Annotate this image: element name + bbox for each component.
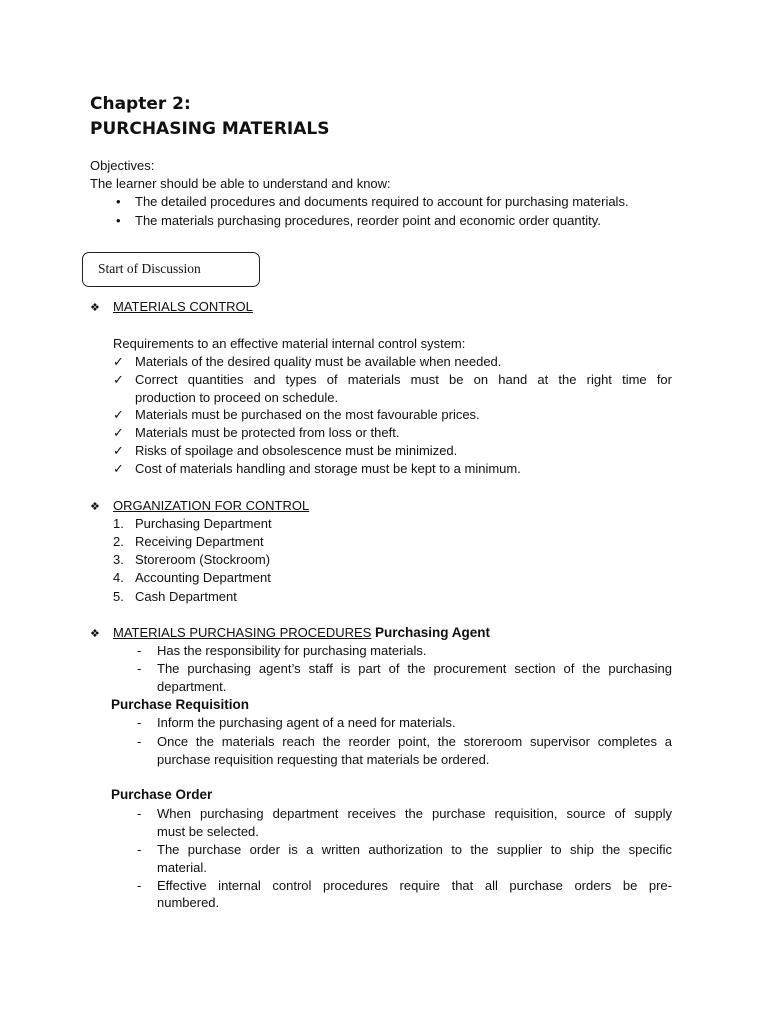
list-number: 1. xyxy=(113,516,124,531)
checkmark-icon: ✓ xyxy=(113,461,124,476)
requisition-item: Once the materials reach the reorder point, the storeroom supervisor completes a xyxy=(157,734,672,749)
order-item-continued: material. xyxy=(157,860,207,875)
objectives-intro: The learner should be able to understand and know: xyxy=(90,176,391,191)
requirement-item: Materials must be protected from loss or theft. xyxy=(135,425,400,440)
start-of-discussion-box xyxy=(82,252,260,287)
requirement-item: Materials must be purchased on the most favourable prices. xyxy=(135,407,480,422)
bullet-icon: • xyxy=(116,213,121,228)
diamond-bullet-icon: ❖ xyxy=(90,628,100,640)
objective-item: The detailed procedures and documents required to account for purchasing materials. xyxy=(135,194,629,209)
department-item: Cash Department xyxy=(135,589,237,604)
dash-icon: - xyxy=(137,643,142,658)
order-item: The purchase order is a written authorization to the supplier to ship the specific xyxy=(157,842,672,857)
order-item-continued: must be selected. xyxy=(157,824,259,839)
organization-heading xyxy=(90,497,309,516)
requisition-item-continued: purchase requisition requesting that materials be ordered. xyxy=(157,752,490,767)
requirement-item: Risks of spoilage and obsolescence must be minimized. xyxy=(135,443,458,458)
department-item: Purchasing Department xyxy=(135,516,272,531)
checkmark-icon: ✓ xyxy=(113,354,124,369)
materials-control-title: MATERIALS CONTROL xyxy=(113,299,253,314)
requirement-item-continued: production to proceed on schedule. xyxy=(135,390,339,405)
organization-title: ORGANIZATION FOR CONTROL xyxy=(113,498,310,513)
list-number: 5. xyxy=(113,589,124,604)
agent-item-continued: department. xyxy=(157,679,227,694)
dash-icon: - xyxy=(137,842,142,857)
order-item: Effective internal control procedures require that all purchase orders be pre- xyxy=(157,878,672,893)
requirement-item: Materials of the desired quality must be available when needed. xyxy=(135,354,502,369)
start-of-discussion-label: Start of Discussion xyxy=(98,261,201,276)
agent-item: Has the responsibility for purchasing materials. xyxy=(157,643,427,658)
dash-icon: - xyxy=(137,661,142,676)
dash-icon: - xyxy=(137,878,142,893)
checkmark-icon: ✓ xyxy=(113,425,124,440)
purchase-order-heading: Purchase Order xyxy=(111,787,213,802)
diamond-bullet-icon: ❖ xyxy=(90,501,100,513)
objectives-label: Objectives: xyxy=(90,158,155,173)
bullet-icon: • xyxy=(116,194,121,209)
materials-control-intro: Requirements to an effective material internal control system: xyxy=(113,336,466,351)
department-item: Accounting Department xyxy=(135,570,271,585)
order-item: When purchasing department receives the purchase requisition, source of supply xyxy=(157,806,672,821)
agent-item: The purchasing agent’s staff is part of the procurement section of the purchasing xyxy=(157,661,672,676)
requirement-item: Cost of materials handling and storage must be kept to a minimum. xyxy=(135,461,521,476)
dash-icon: - xyxy=(137,734,142,749)
requisition-item: Inform the purchasing agent of a need for materials. xyxy=(157,715,456,730)
order-item-continued: numbered. xyxy=(157,895,220,910)
purchase-requisition-heading: Purchase Requisition xyxy=(111,697,250,712)
diamond-bullet-icon: ❖ xyxy=(90,302,100,314)
list-number: 2. xyxy=(113,534,124,549)
dash-icon: - xyxy=(137,715,142,730)
list-number: 3. xyxy=(113,552,124,567)
procedures-title: MATERIALS PURCHASING PROCEDURES xyxy=(113,625,372,640)
checkmark-icon: ✓ xyxy=(113,443,124,458)
checkmark-icon: ✓ xyxy=(113,372,124,387)
chapter-number: Chapter 2: xyxy=(90,94,191,114)
requirement-item: Correct quantities and types of materials must be on hand at the right time for xyxy=(135,372,672,387)
checkmark-icon: ✓ xyxy=(113,407,124,422)
objective-item: The materials purchasing procedures, reorder point and economic order quantity. xyxy=(135,213,601,228)
procedures-heading xyxy=(90,624,490,643)
department-item: Storeroom (Stockroom) xyxy=(135,552,271,567)
department-item: Receiving Department xyxy=(135,534,264,549)
materials-control-heading xyxy=(90,298,253,317)
chapter-title: PURCHASING MATERIALS xyxy=(90,119,330,139)
purchasing-agent-heading: Purchasing Agent xyxy=(374,625,490,640)
dash-icon: - xyxy=(137,806,142,821)
list-number: 4. xyxy=(113,570,124,585)
